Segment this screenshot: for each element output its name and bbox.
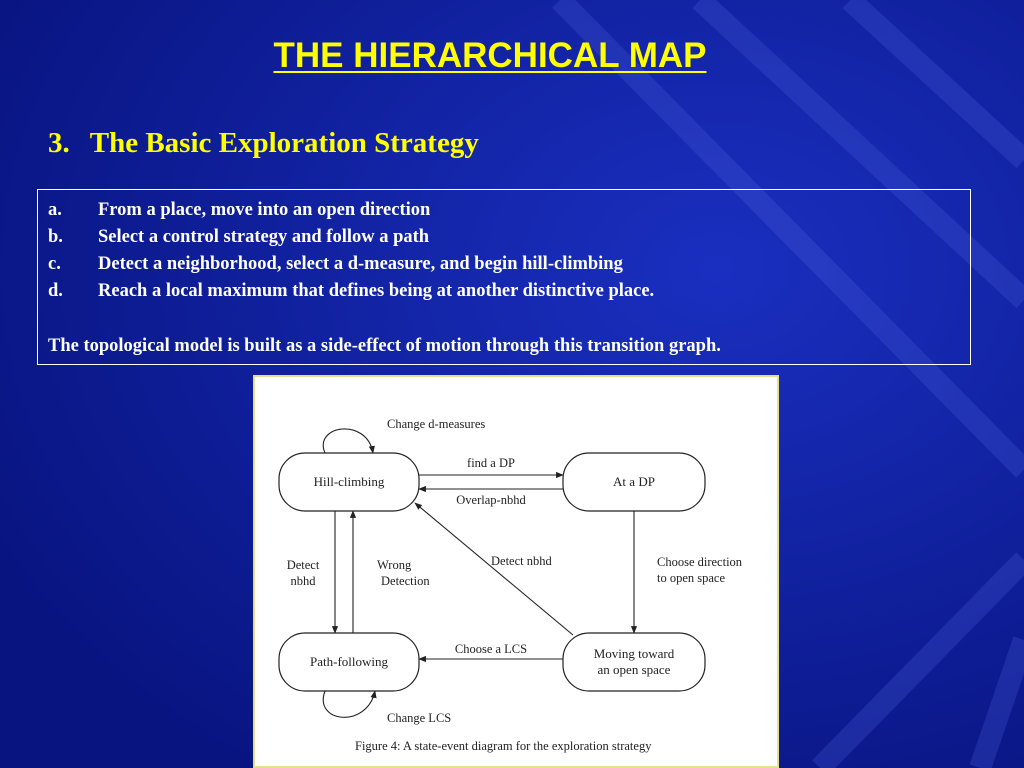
loop-change-d-measures (323, 429, 373, 453)
state-moving-label-line2: an open space (597, 662, 671, 677)
slide-title: THE HIERARCHICAL MAP (273, 36, 707, 75)
step-marker: d. (48, 281, 63, 301)
step-text: Reach a local maximum that defines being at another distinctive place. (98, 281, 655, 301)
figure-caption: Figure 4: A state-event diagram for the exploration strategy (355, 739, 652, 753)
state-path-following-label: Path-following (310, 654, 388, 669)
state-path-following (279, 633, 419, 691)
section-number: 3. (48, 127, 70, 159)
step-item (48, 200, 430, 221)
step-item (48, 227, 429, 248)
step-item (48, 254, 623, 275)
state-moving-label-line1: Moving toward (593, 646, 675, 661)
label-wrong-2: Detection (381, 574, 430, 588)
label-detect-nbhd-diagonal: Detect nbhd (491, 554, 552, 568)
state-hill-climbing (279, 453, 419, 511)
label-detect-left-2: nbhd (290, 574, 316, 588)
step-marker: a. (48, 200, 62, 220)
state-event-diagram (253, 375, 779, 768)
arrow-detect-nbhd-diagonal (415, 503, 573, 635)
label-change-lcs: Change LCS (387, 711, 452, 725)
strategy-steps-box (37, 189, 971, 365)
label-choose-direction-1: Choose direction (657, 555, 743, 569)
section-heading (48, 127, 479, 160)
step-text: Select a control strategy and follow a path (98, 227, 430, 247)
step-item (48, 281, 654, 302)
label-change-d-measures: Change d-measures (387, 417, 486, 431)
topological-model-note: The topological model is built as a side-effect of motion through this transition graph. (48, 336, 721, 356)
label-overlap-nbhd: Overlap-nbhd (456, 493, 526, 507)
state-at-dp (563, 453, 705, 511)
step-marker: b. (48, 227, 63, 247)
section-title: The Basic Exploration Strategy (89, 127, 479, 159)
diagram-canvas (255, 377, 777, 766)
step-text: From a place, move into an open direction (98, 200, 431, 220)
step-text: Detect a neighborhood, select a d-measure, and begin hill-climbing (98, 254, 623, 274)
loop-change-lcs (323, 691, 375, 717)
step-marker: c. (48, 254, 61, 274)
label-choose-direction-2: to open space (657, 571, 726, 585)
state-hill-climbing-label: Hill-climbing (313, 474, 385, 489)
label-wrong-1: Wrong (377, 558, 412, 572)
label-choose-lcs: Choose a LCS (454, 642, 528, 656)
state-at-dp-label: At a DP (613, 474, 655, 489)
label-detect-left-1: Detect (286, 558, 320, 572)
label-find-dp: find a DP (467, 456, 515, 470)
state-moving-open-space (563, 633, 705, 691)
